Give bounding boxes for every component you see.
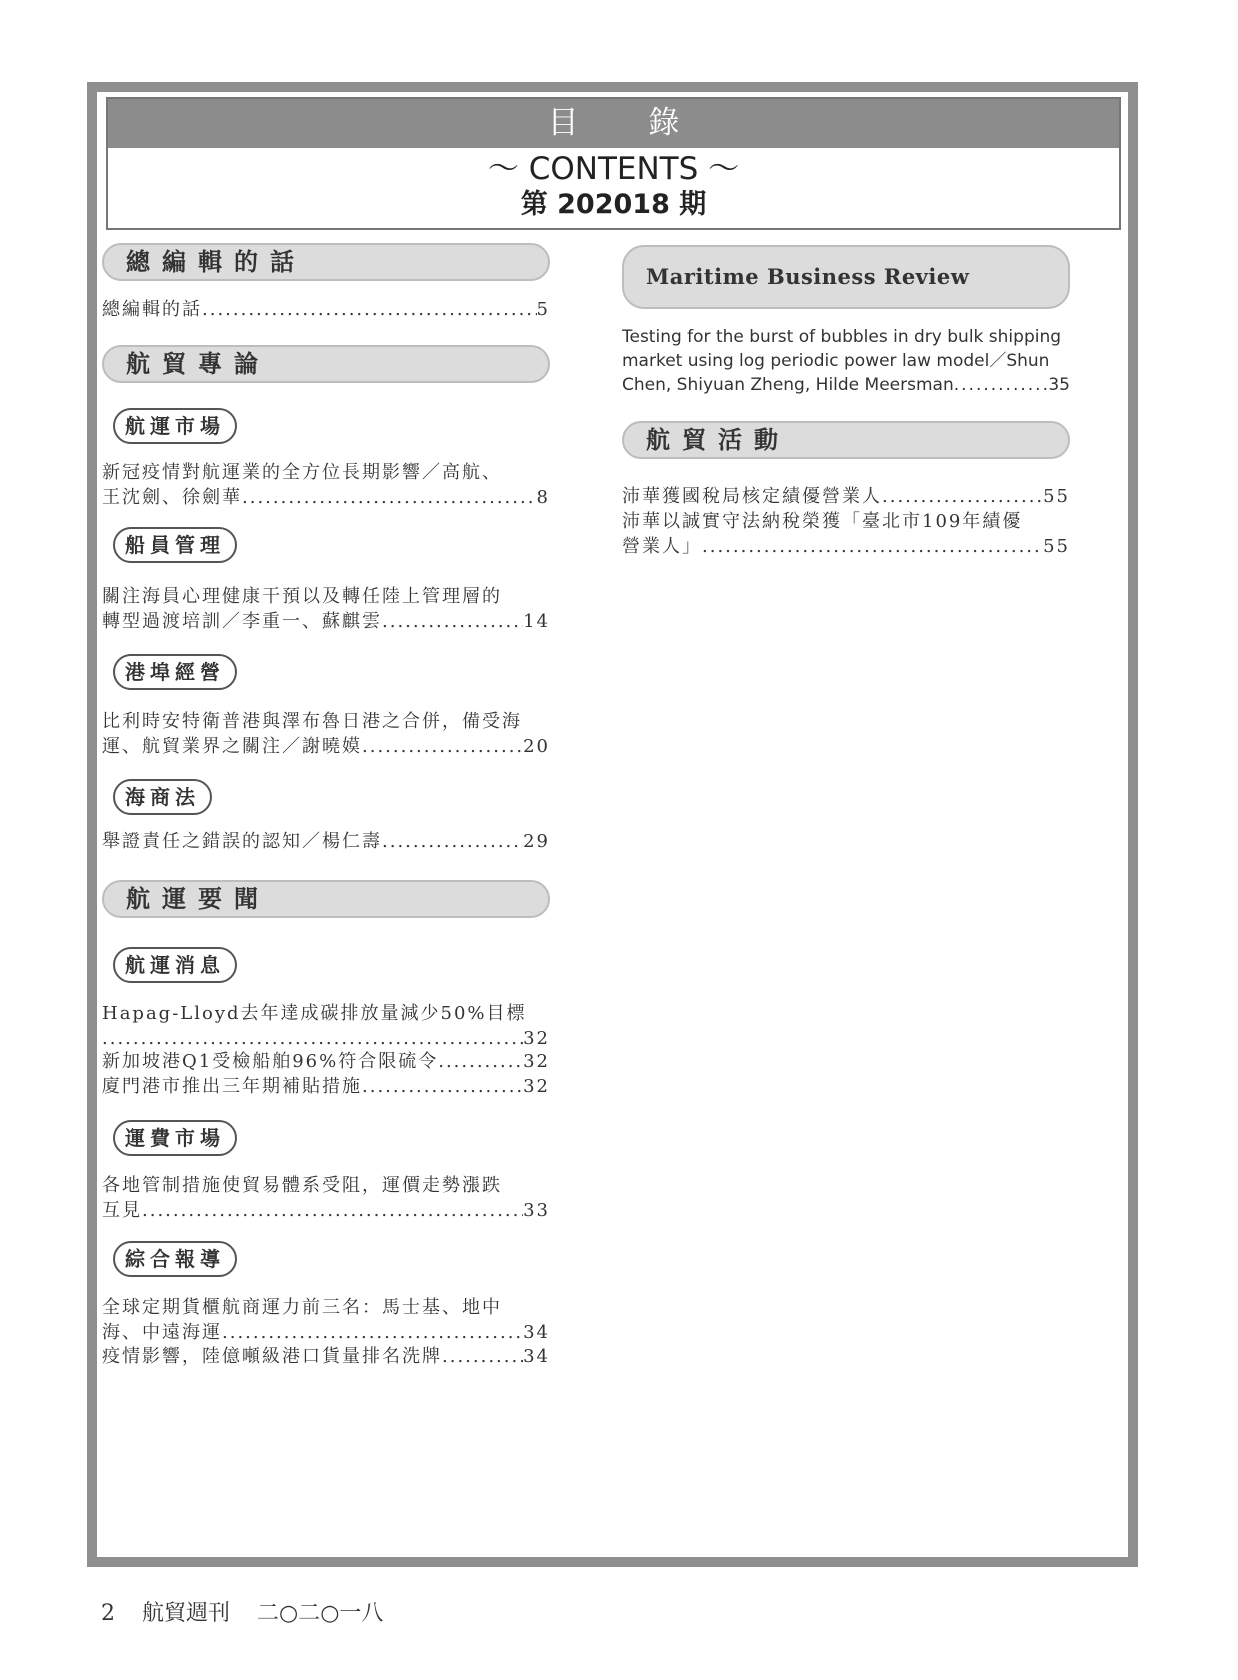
toc-entry[interactable]: 各地管制措施使貿易體系受阻，運價走勢漲跌 互見 ..... 33	[102, 1173, 550, 1223]
tag-maritime-law: 海商法	[113, 779, 212, 815]
section-commentary: 航貿專論	[102, 345, 550, 383]
contents-label: ～ CONTENTS ～	[487, 151, 740, 187]
toc-entry[interactable]: 新加坡港Q1受檢船舶96%符合限硫令 ..... 32	[102, 1049, 550, 1074]
publication-name: 航貿週刊	[142, 1601, 231, 1626]
contents-header	[106, 97, 1121, 230]
tag-shipping-news: 航運消息	[113, 947, 237, 983]
tag-port-operations: 港埠經營	[113, 654, 237, 690]
toc-entry[interactable]: 全球定期貨櫃航商運力前三名：馬士基、地中 海、中遠海運 ..... 34	[102, 1295, 550, 1345]
toc-entry[interactable]: 廈門港市推出三年期補貼措施 ..... 32	[102, 1074, 550, 1099]
toc-entry[interactable]: 疫情影響，陸億噸級港口貨量排名洗牌 ..... 34	[102, 1344, 550, 1369]
toc-entry[interactable]: Testing for the burst of bubbles in dry bulk shipping market using log periodic power law model／Shun Chen, Shiyuan Zheng, Hilde Meersman ..... 35	[622, 325, 1070, 397]
toc-entry[interactable]: 關注海員心理健康干預以及轉任陸上管理層的 轉型過渡培訓／李重一、蘇麒雲 ..... 14	[102, 584, 550, 634]
section-maritime-business-review: Maritime Business Review	[622, 245, 1070, 309]
section-shipping-news: 航運要聞	[102, 880, 550, 918]
toc-entry[interactable]: 新冠疫情對航運業的全方位長期影響／高航、 王沈劍、徐劍華 ..... 8	[102, 460, 550, 510]
tag-shipping-market: 航運市場	[113, 408, 237, 444]
toc-entry[interactable]: 沛華以誠實守法納稅榮獲「臺北市109年績優 營業人」 ..... 55	[622, 509, 1070, 559]
tag-crew-management: 船員管理	[113, 527, 237, 563]
header-title: 目 錄	[108, 99, 1119, 148]
page-number: 2	[101, 1601, 115, 1626]
section-trade-activities: 航貿活動	[622, 421, 1070, 459]
toc-entry[interactable]: 舉證責任之錯誤的認知／楊仁壽 ..... 29	[102, 829, 550, 854]
page-footer	[101, 1596, 403, 1627]
tag-freight-market: 運費市場	[113, 1120, 237, 1156]
toc-entry[interactable]: 總編輯的話 ..... 5	[102, 297, 550, 322]
section-editor-note: 總編輯的話	[102, 243, 550, 281]
tag-general-report: 綜合報導	[113, 1241, 237, 1277]
toc-entry[interactable]: 沛華獲國稅局核定績優營業人 ..... 55	[622, 484, 1070, 509]
footer-issue: 二○二○一八	[257, 1601, 384, 1626]
toc-entry[interactable]: Hapag-Lloyd去年達成碳排放量減少50%目標 ..... 32	[102, 1001, 550, 1051]
toc-entry[interactable]: 比利時安特衛普港與澤布魯日港之合併，備受海 運、航貿業界之關注／謝曉嫫 ..... 20	[102, 709, 550, 759]
issue-number: 第 202018 期	[520, 189, 707, 220]
